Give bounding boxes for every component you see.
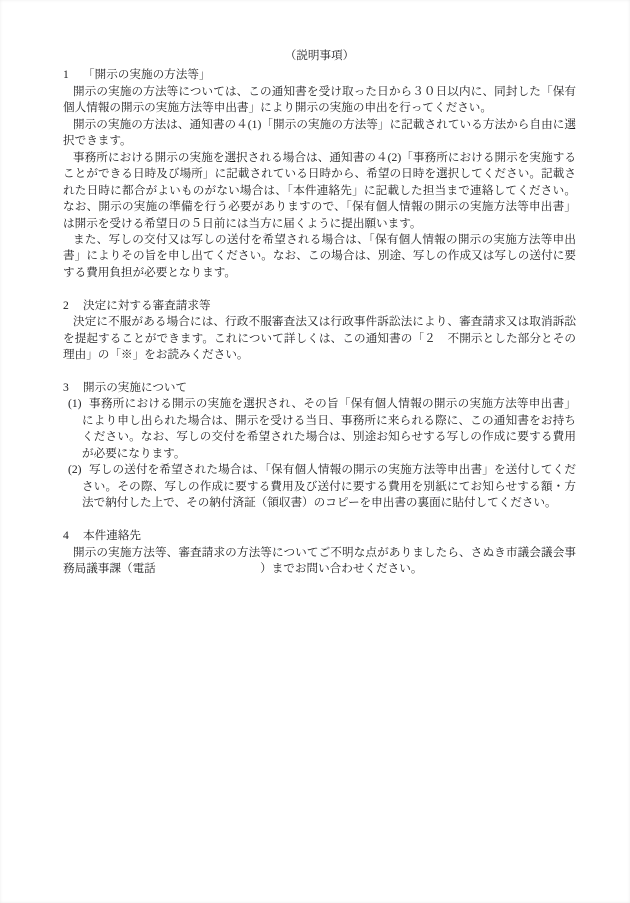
list-item <box>63 462 576 511</box>
section-number: 2 <box>63 298 69 312</box>
section-heading <box>63 67 576 83</box>
section-heading-text: 本件連絡先 <box>83 529 141 543</box>
section-heading <box>63 298 576 314</box>
paragraph: 事務所における開示の実施を選択される場合は、通知書の４(2)「事務所における開示を実施することができる日時及び場所」に記載されている日時から、希望の日時を選択してください。記載された日時に都合がよいものがない場合は、「本件連絡先」に記載した担当まで連絡してください。なお、開示の実施の準備を行う必要がありますので、「保有個人情報の開示の実施方法等申出書」は開示を受ける希望日の５日前には当方に届くように提出願います。 <box>63 150 576 230</box>
section-heading-text: 「開示の実施の方法等」 <box>83 68 211 82</box>
list-item-text: 写しの送付を希望された場合は、「保有個人情報の開示の実施方法等申出書」を送付してください。その際、写しの作成に要する費用及び送付に要する費用を別紙にてお知らせする額・方法で納付した上で、その納付済証（領収書）のコピーを申出書の裏面に貼付してください。 <box>82 463 576 510</box>
section-appeal <box>63 298 576 364</box>
document-body <box>63 48 576 577</box>
section-disclosure-method <box>63 67 576 281</box>
section-heading-text: 開示の実施について <box>83 381 188 395</box>
list-item-marker: (1) <box>68 397 82 411</box>
paragraph: 決定に不服がある場合には、行政不服審査法又は行政事件訴訟法により、審査請求又は取消訴訟を提起することができます。これについて詳しくは、この通知書の「２ 不開示とした部分とその理由」の「※」をお読みください。 <box>63 315 576 362</box>
section-number: 3 <box>63 381 69 395</box>
document-title: （説明事項） <box>284 49 355 62</box>
paragraph: また、写しの交付又は写しの送付を希望される場合は、「保有個人情報の開示の実施方法等申出書」によりその旨を申し出てください。なお、この場合は、別途、写しの作成又は写しの送付に要する費用負担が必要となります。 <box>63 232 576 279</box>
list-item-text: 事務所における開示の実施を選択され、その旨「保有個人情報の開示の実施方法等申出書」により申し出られた場合は、開示を受ける当日、事務所に来られる際に、この通知書をお持ちください。なお、写しの交付を希望された場合は、別途お知らせする写しの作成に要する費用が必要になります。 <box>82 397 576 460</box>
section-number: 1 <box>63 68 69 82</box>
paragraph: 開示の実施の方法等については、この通知書を受け取った日から３０日以内に、同封した「保有個人情報の開示の実施方法等申出書」により開示の実施の申出を行ってください。 <box>63 84 576 115</box>
list-item <box>63 396 576 462</box>
section-heading-text: 決定に対する審査請求等 <box>83 298 211 312</box>
section-implementation <box>63 380 576 512</box>
section-heading <box>63 380 576 396</box>
section-number: 4 <box>63 529 69 543</box>
section-contact <box>63 528 576 577</box>
list-item-marker: (2) <box>68 463 82 477</box>
paragraph: 開示の実施の方法は、通知書の４(1)「開示の実施の方法等」に記載されている方法から自由に選択できます。 <box>63 117 576 148</box>
section-heading <box>63 528 576 544</box>
paragraph: 開示の実施方法等、審査請求の方法等についてご不明な点がありましたら、さぬき市議会議会事務局議事課（電話 ）までお問い合わせください。 <box>63 545 576 575</box>
